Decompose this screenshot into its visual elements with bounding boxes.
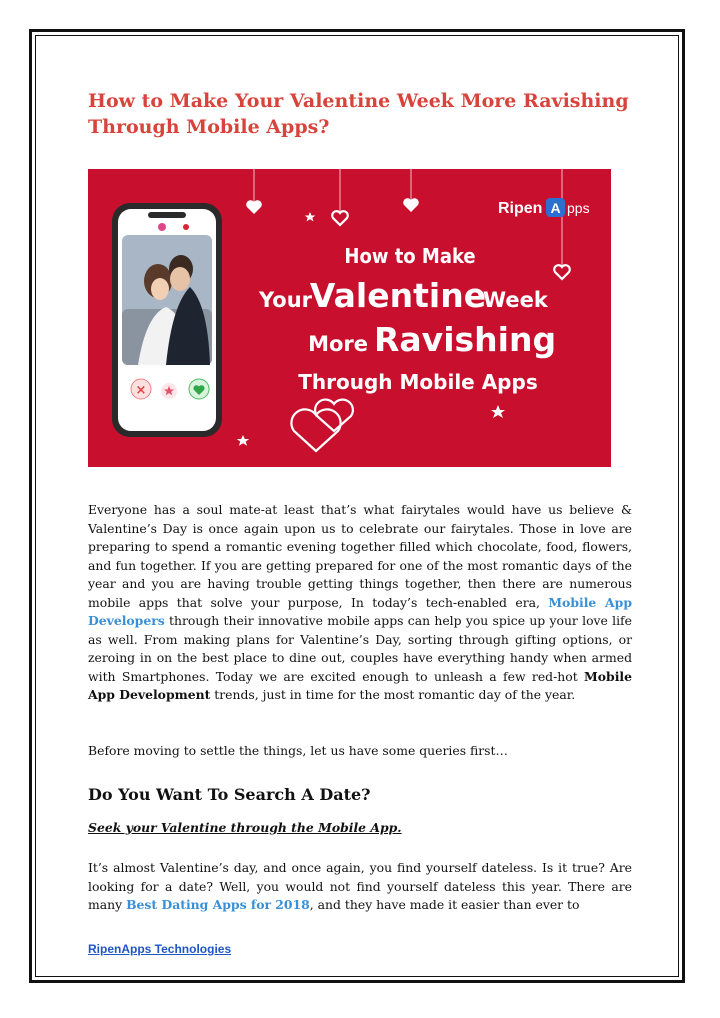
hero-line2c: Week bbox=[483, 288, 548, 312]
mobile-app-developers-link[interactable]: Mobile App Developers bbox=[88, 594, 632, 628]
brand-badge: A bbox=[550, 200, 561, 216]
queries-paragraph: Before moving to settle the things, let us have some queries first… bbox=[88, 743, 508, 758]
hero-line2a: Your bbox=[258, 288, 312, 312]
hero-line3a: More bbox=[308, 332, 368, 356]
dating-paragraph: It’s almost Valentine’s day, and once again, you find yourself dateless. Is it true? Are looking for a date? Well, you would not find yourself dateless this year. There are many Best Dating Apps for 2018, and they have made it easier than ever to bbox=[88, 860, 632, 912]
footer-link[interactable]: RipenApps Technologies bbox=[88, 942, 232, 956]
section-heading: Do You Want To Search A Date? bbox=[88, 785, 371, 804]
hero-banner-image bbox=[88, 169, 611, 467]
svg-text:×: × bbox=[135, 383, 147, 398]
brand-left: Ripen bbox=[498, 200, 543, 217]
hero-line2b: Valentine bbox=[309, 276, 487, 315]
hero-line3b: Ravishing bbox=[374, 320, 557, 359]
phone-mockup bbox=[112, 203, 222, 437]
mobile-app-development-bold: Mobile App Development bbox=[88, 668, 632, 702]
section-subheading: Seek your Valentine through the Mobile App. bbox=[88, 820, 402, 835]
best-dating-apps-link[interactable]: Best Dating Apps for 2018 bbox=[126, 897, 310, 912]
hero-line1: How to Make bbox=[344, 244, 476, 268]
brand-right: pps bbox=[567, 200, 590, 216]
hero-line4: Through Mobile Apps bbox=[298, 370, 538, 394]
document-title: How to Make Your Valentine Week More Ravishing Through Mobile Apps? bbox=[88, 90, 629, 138]
intro-paragraph: Everyone has a soul mate-at least that’s what fairytales would have us believe & Valentine’s Day is once again upon us to celebrate our fairytales. Those in love are preparing to spend a romantic evening together filled which chocolate, food, flowers, and fun together. If you are getting prepared for one of the most romantic days of the year and you are having trouble getting things together, then there are numerous mobile apps that solve your purpose, In today’s tech-enabled era, Mobile App Developers through their innovative mobile apps can help you spice up your love life as well. From making plans for Valentine’s Day, sorting through gifting options, or zeroing in on the best place to dine out, couples have everything handy when armed with Smartphones. Today we are excited enough to unleash a few red-hot Mobile App Development trends, just in time for the most romantic day of the year. bbox=[88, 502, 632, 702]
